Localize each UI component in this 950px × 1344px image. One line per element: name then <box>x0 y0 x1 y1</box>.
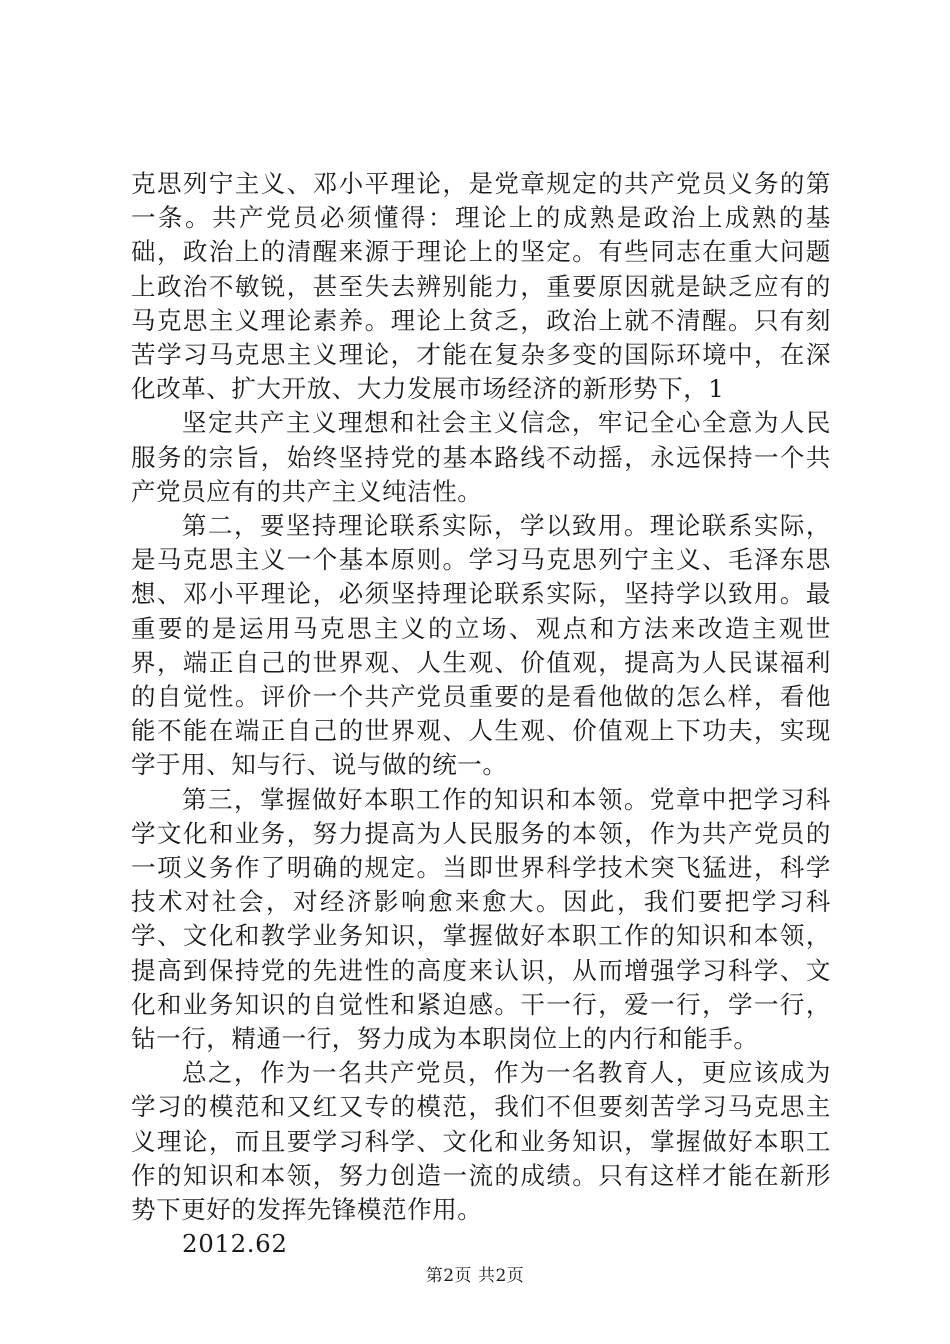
paragraph: 坚定共产主义理想和社会主义信念，牢记全心全意为人民服务的宗旨，始终坚持党的基本路线不动摇，永远保持一个共产党员应有的共产主义纯洁性。 <box>131 408 831 506</box>
document-date: 2012.62 <box>182 1229 288 1259</box>
page-footer: 第2页 共2页 <box>425 1266 525 1286</box>
paragraph: 第三，掌握做好本职工作的知识和本领。党章中把学习科学文化和业务，努力提高为人民服务的本领，作为共产党员的一项义务作了明确的规定。当即世界科学技术突飞猛进，科学技术对社会，对经济影响愈来愈大。因此，我们要把学习科学、文化和教学业务知识，掌握做好本职工作的知识和本领，提高到保持党的先进性的高度来认识，从而增强学习科学、文化和业务知识的自觉性和紧迫感。干一行，爱一行，学一行，钻一行，精通一行，努力成为本职岗位上的内行和能手。 <box>131 784 831 1054</box>
paragraph: 第二，要坚持理论联系实际，学以致用。理论联系实际，是马克思主义一个基本原则。学习马克思列宁主义、毛泽东思想、邓小平理论，必须坚持理论联系实际，坚持学以致用。最重要的是运用马克思主义的立场、观点和方法来改造主观世界，端正自己的世界观、人生观、价值观，提高为人民谋福利的自觉性。评价一个共产党员重要的是看他做的怎么样，看他能不能在端正自己的世界观、人生观、价值观上下功夫，实现学于用、知与行、说与做的统一。 <box>131 511 831 780</box>
document-body <box>131 167 831 1262</box>
paragraph: 总之，作为一名共产党员，作为一名教育人，更应该成为学习的模范和又红又专的模范，我们不但要刻苦学习马克思主义理论，而且要学习科学、文化和业务知识，掌握做好本职工作的知识和本领，努力创造一流的成绩。只有这样才能在新形势下更好的发挥先锋模范作用。 <box>131 1058 831 1225</box>
paragraph-continued: 克思列宁主义、邓小平理论，是党章规定的共产党员义务的第一条。共产党员必须懂得：理论上的成熟是政治上成熟的基础，政治上的清醒来源于理论上的坚定。有些同志在重大问题上政治不敏锐，甚至失去辨别能力，重要原因就是缺乏应有的马克思主义理论素养。理论上贫乏，政治上就不清醒。只有刻苦学习马克思主义理论，才能在复杂多变的国际环境中，在深化改革、扩大开放、大力发展市场经济的新形势下，1 <box>131 169 831 404</box>
